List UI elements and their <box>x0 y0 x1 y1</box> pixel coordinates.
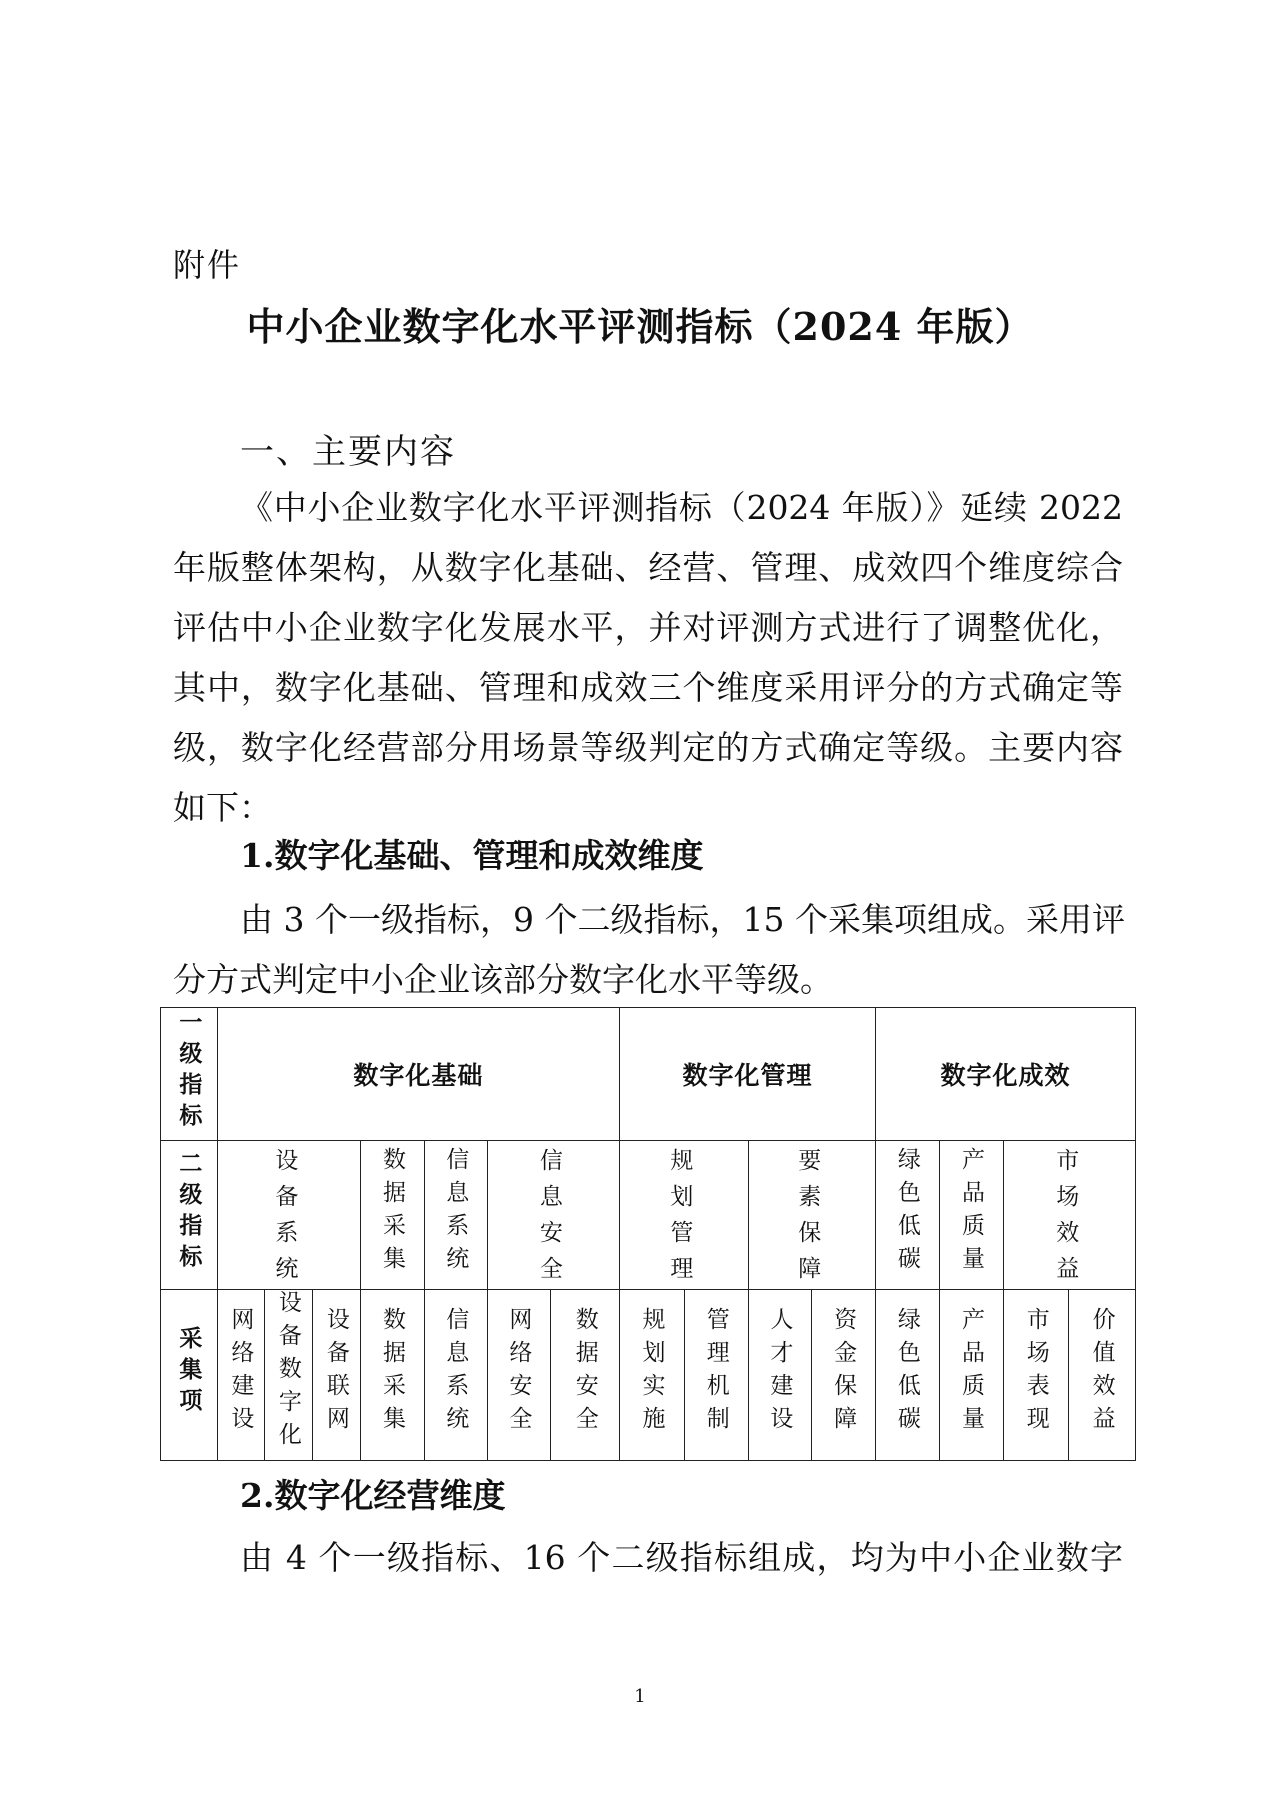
level1-cell: 数字化基础 <box>217 1008 620 1141</box>
level2-cell: 信息系统 <box>424 1141 487 1290</box>
item-cell: 网络建设 <box>217 1290 265 1461</box>
row-header-items: 采集项 <box>161 1290 218 1461</box>
level2-cell: 规划管理 <box>620 1141 748 1290</box>
paragraph-line: 《中小企业数字化水平评测指标（2024 年版）》延续 2022 <box>240 488 1123 527</box>
item-cell: 设备数字化 <box>265 1290 313 1461</box>
level2-cell: 设备系统 <box>217 1141 361 1290</box>
item-cell: 设备联网 <box>312 1290 361 1461</box>
item-cell: 管理机制 <box>684 1290 748 1461</box>
paragraph-line: 由 3 个一级指标，9 个二级指标，15 个采集项组成。采用评 <box>240 900 1125 939</box>
level2-cell: 要素保障 <box>748 1141 875 1290</box>
paragraph-line: 级，数字化经营部分用场景等级判定的方式确定等级。主要内容 <box>173 728 1123 767</box>
row-header-level1: 一级指标 <box>161 1008 218 1141</box>
paragraph-line: 其中，数字化基础、管理和成效三个维度采用评分的方式确定等 <box>173 668 1123 707</box>
page-number: 1 <box>634 1686 646 1707</box>
paragraph-line: 评估中小企业数字化发展水平，并对评测方式进行了调整优化， <box>173 608 1123 647</box>
item-cell: 信息系统 <box>424 1290 487 1461</box>
attachment-label: 附件 <box>173 246 242 284</box>
row-header-level2: 二级指标 <box>161 1141 218 1290</box>
item-cell: 规划实施 <box>620 1290 685 1461</box>
section-heading: 一、主要内容 <box>240 432 456 472</box>
item-cell: 产品质量 <box>939 1290 1004 1461</box>
level2-cell: 绿色低碳 <box>875 1141 939 1290</box>
level2-cell: 信息安全 <box>487 1141 620 1290</box>
item-cell: 资金保障 <box>812 1290 876 1461</box>
subsection-heading-1: 1.数字化基础、管理和成效维度 <box>240 836 704 875</box>
paragraph-line: 年版整体架构，从数字化基础、经营、管理、成效四个维度综合 <box>173 548 1123 587</box>
level2-cell: 市场效益 <box>1004 1141 1136 1290</box>
level2-cell: 产品质量 <box>939 1141 1004 1290</box>
paragraph-line: 由 4 个一级指标、16 个二级指标组成，均为中小企业数字 <box>240 1538 1123 1577</box>
intro-paragraph <box>173 478 1123 838</box>
paragraph-line: 分方式判定中小企业该部分数字化水平等级。 <box>173 960 833 999</box>
paragraph-line: 如下： <box>173 788 272 827</box>
level2-cell: 数据采集 <box>361 1141 425 1290</box>
item-cell: 市场表现 <box>1004 1290 1069 1461</box>
item-cell: 价值效益 <box>1069 1290 1136 1461</box>
item-cell: 人才建设 <box>748 1290 812 1461</box>
item-cell: 数据采集 <box>361 1290 425 1461</box>
level1-cell: 数字化管理 <box>620 1008 876 1141</box>
level1-cell: 数字化成效 <box>875 1008 1135 1141</box>
document-title: 中小企业数字化水平评测指标（2024 年版） <box>246 304 1034 349</box>
subsection-1-paragraph <box>173 890 1123 1010</box>
item-cell: 网络安全 <box>487 1290 551 1461</box>
subsection-2-paragraph <box>173 1528 1123 1588</box>
item-cell: 绿色低碳 <box>875 1290 939 1461</box>
item-cell: 数据安全 <box>551 1290 620 1461</box>
subsection-heading-2: 2.数字化经营维度 <box>240 1476 506 1515</box>
metrics-table <box>160 1007 1136 1461</box>
